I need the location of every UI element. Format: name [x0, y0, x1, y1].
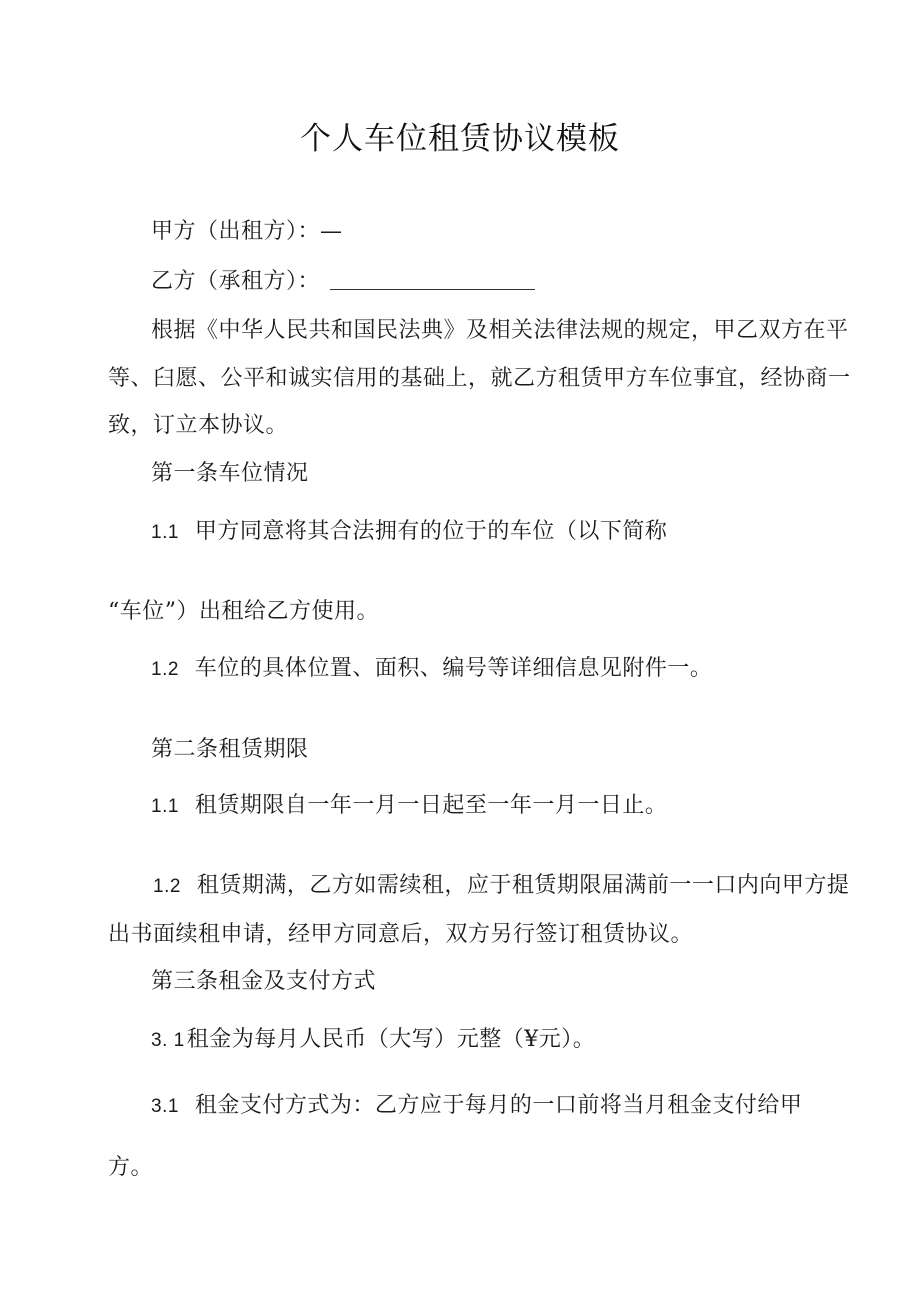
preamble-line-1: 根据《中华人民共和国民法典》及相关法律法规的规定，甲乙双方在平 [151, 318, 849, 343]
clause-text: 租金为每月人民币（大写）元整（¥元）。 [186, 1027, 596, 1052]
clause-number: 3.1 [151, 1096, 179, 1117]
clause-text: 租赁期满，乙方如需续租，应于租赁期限届满前一一口内向甲方提 [196, 873, 850, 898]
clause-2-2 [153, 871, 849, 902]
document-title: 个人车位租赁协议模板 [300, 121, 620, 157]
preamble-line-2: 等、臼愿、公平和诚实信用的基础上，就乙方租赁甲方车位事宜，经协商一 [108, 366, 851, 391]
clause-number: 1.1 [151, 796, 179, 817]
clause-2-1 [151, 791, 667, 822]
party-b-label: 乙方（承租方）： [151, 269, 321, 294]
clause-text: 租赁期限自一年一月一日起至一年一月一日止。 [194, 793, 668, 818]
clause-number: 1.2 [151, 659, 179, 680]
clause-1-2 [151, 654, 712, 685]
article-3-heading: 第三条租金及支付方式 [151, 969, 377, 994]
article-2-heading: 第二条租赁期限 [151, 737, 309, 762]
clause-1-1-continued: “车位”）出租给乙方使用。 [108, 599, 379, 624]
clause-2-2-continued: 出书面续租申请，经甲方同意后，双方另行签订租赁协议。 [108, 922, 694, 947]
clause-number: 1.1 [151, 522, 179, 543]
clause-3-1 [151, 1025, 595, 1056]
party-b-line [151, 267, 535, 297]
preamble-line-3: 致，订立本协议。 [108, 413, 289, 438]
clause-text: 租金支付方式为：乙方应于每月的一口前将当月租金支付给甲 [194, 1093, 803, 1118]
clause-3-2-continued: 方。 [108, 1155, 154, 1180]
article-1-heading: 第一条车位情况 [151, 461, 309, 486]
party-b-blank [330, 271, 535, 290]
clause-number: 1.2 [153, 876, 181, 897]
clause-3-2 [151, 1091, 802, 1122]
clause-text: 车位的具体位置、面积、编号等详细信息见附件一。 [194, 656, 713, 681]
clause-number: 3. 1 [151, 1030, 185, 1051]
clause-text: 甲方同意将其合法拥有的位于的车位（以下简称 [194, 519, 668, 544]
clause-1-1 [151, 517, 667, 548]
party-a-line: 甲方（出租方）：— [151, 219, 343, 244]
